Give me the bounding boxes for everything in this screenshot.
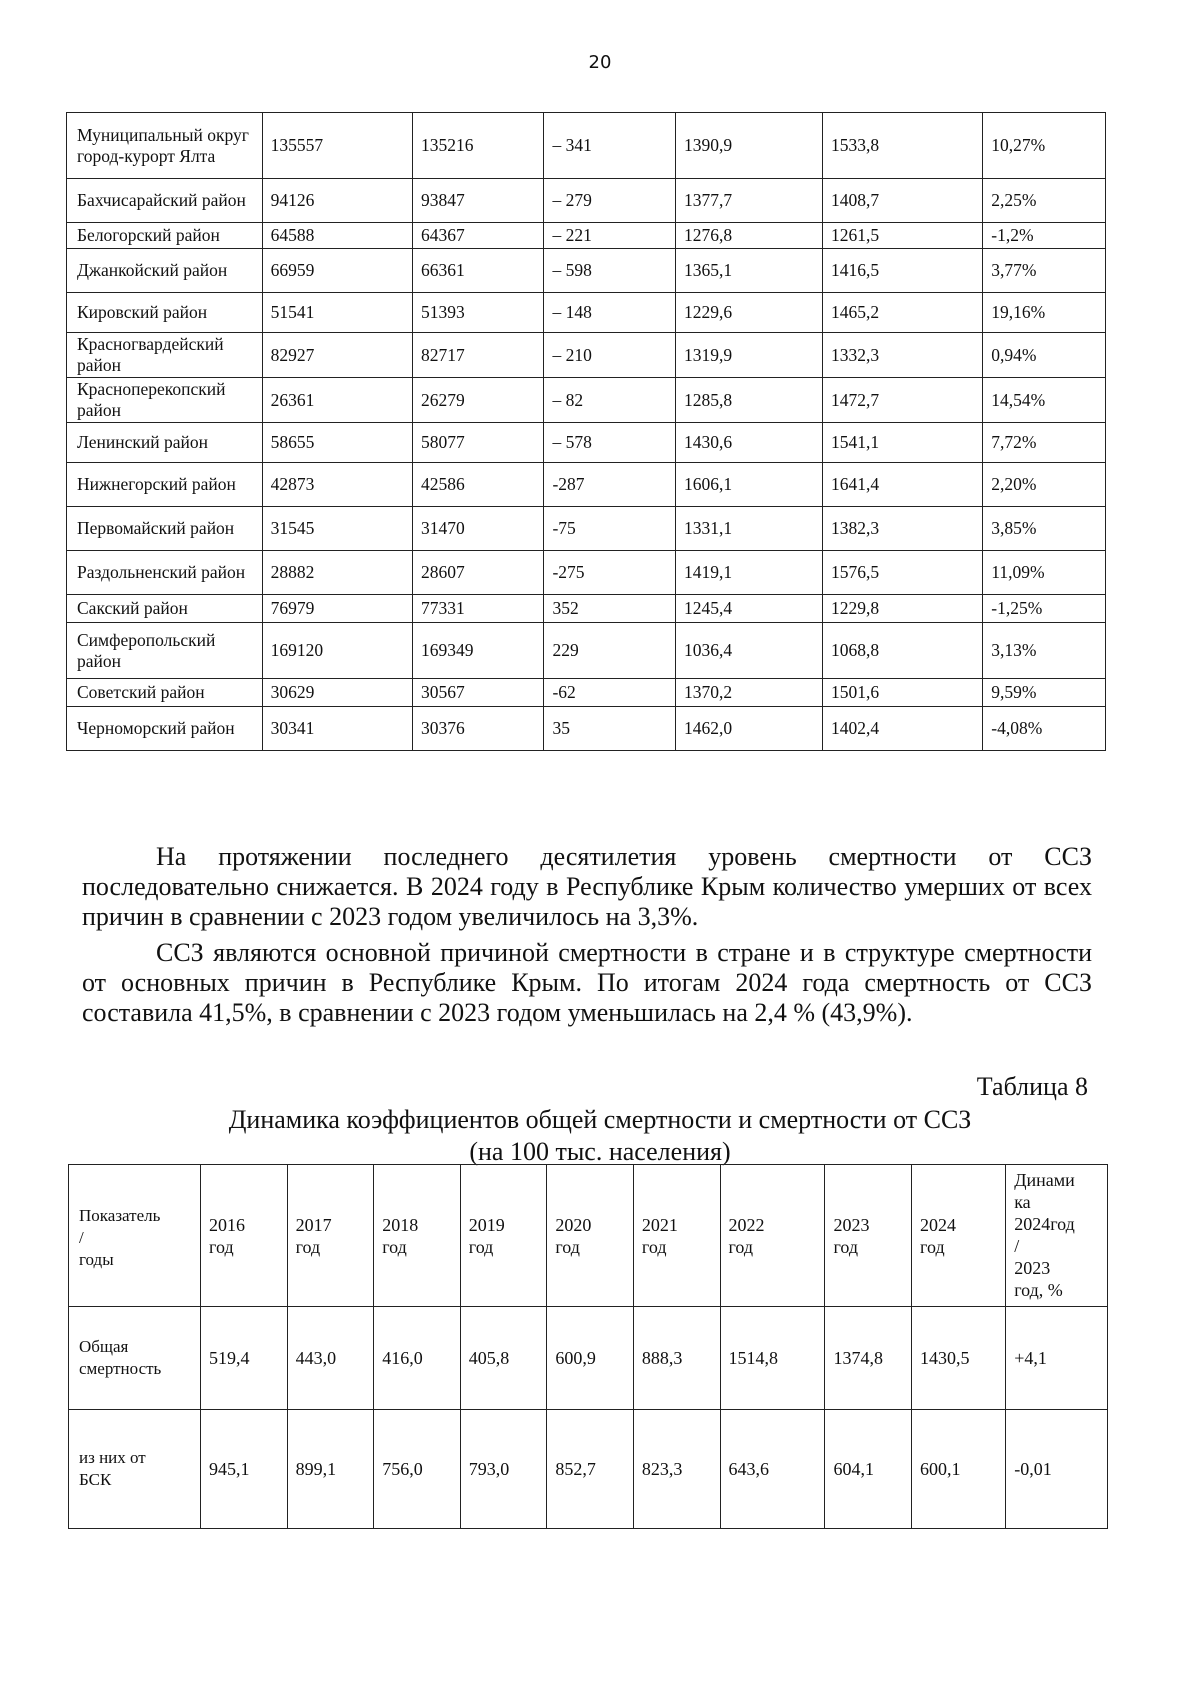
population-change-cell: -275 xyxy=(544,551,676,595)
population-2024-cell: 26279 xyxy=(412,378,544,423)
indicator-label-text: смертность xyxy=(79,1359,162,1378)
indicator-label xyxy=(69,1307,201,1410)
rate-change-cell: 14,54% xyxy=(983,378,1106,423)
year-header xyxy=(201,1165,288,1307)
year-value: 2021 xyxy=(641,1214,678,1235)
district-row xyxy=(67,507,1106,551)
indicator-label xyxy=(69,1410,201,1529)
year-value: 2020 xyxy=(555,1214,592,1235)
year-header xyxy=(547,1165,634,1307)
year-header xyxy=(825,1165,912,1307)
district-name-cell: Красноперекопский район xyxy=(67,378,263,423)
table-title-line-2: (на 100 тыс. населения) xyxy=(469,1137,731,1166)
value-cell: 899,1 xyxy=(287,1410,374,1529)
rate-2023-cell: 1276,8 xyxy=(676,223,823,249)
population-2024-cell: 66361 xyxy=(412,249,544,293)
population-2024-cell: 93847 xyxy=(412,179,544,223)
district-row xyxy=(67,551,1106,595)
value-cell: 1430,5 xyxy=(912,1307,1006,1410)
rate-2024-cell: 1501,6 xyxy=(823,679,983,707)
district-row xyxy=(67,595,1106,623)
year-unit: год xyxy=(833,1236,859,1257)
district-row xyxy=(67,423,1106,463)
district-name-cell: Бахчисарайский район xyxy=(67,179,263,223)
rate-change-cell: 9,59% xyxy=(983,679,1106,707)
population-2024-cell: 135216 xyxy=(412,113,544,179)
value-cell: 945,1 xyxy=(201,1410,288,1529)
year-unit: год xyxy=(382,1236,407,1257)
year-header xyxy=(912,1165,1006,1307)
rate-change-cell: -1,25% xyxy=(983,595,1106,623)
population-2023-cell: 28882 xyxy=(262,551,412,595)
district-name-cell: Белогорский район xyxy=(67,223,263,249)
value-cell: 1374,8 xyxy=(825,1307,912,1410)
district-name-cell: Советский район xyxy=(67,679,263,707)
year-header xyxy=(460,1165,547,1307)
value-cell: 888,3 xyxy=(633,1307,720,1410)
district-name-cell: Сакский район xyxy=(67,595,263,623)
year-value: 2019 xyxy=(468,1214,505,1235)
population-change-cell: -75 xyxy=(544,507,676,551)
paragraph-text: ССЗ являются основной причиной смертности в стране и в структуре смертности от основных причин в Республике Крым. По итогам 2024 года смертность от ССЗ составила 41,5%, в сравнении с 2023 годом уменьшилась на 2,4 % (43,9%). xyxy=(82,938,1092,1027)
population-change-cell: -287 xyxy=(544,463,676,507)
year-header xyxy=(633,1165,720,1307)
population-2024-cell: 169349 xyxy=(412,623,544,679)
indicator-label-text: из них от xyxy=(79,1448,146,1467)
population-2023-cell: 135557 xyxy=(262,113,412,179)
indicator-row xyxy=(69,1307,1108,1410)
dynamics-header-line: Динами xyxy=(1014,1170,1075,1190)
population-2024-cell: 51393 xyxy=(412,293,544,333)
value-cell: 604,1 xyxy=(825,1410,912,1529)
year-unit: год xyxy=(641,1236,667,1257)
dynamics-header-line: 2024год xyxy=(1014,1214,1075,1234)
district-name-cell: Раздольненский район xyxy=(67,551,263,595)
year-header xyxy=(374,1165,461,1307)
rate-2024-cell: 1541,1 xyxy=(823,423,983,463)
population-change-cell: – 341 xyxy=(544,113,676,179)
table-title-line-1: Динамика коэффициентов общей смертности и смертности от ССЗ xyxy=(228,1105,972,1134)
population-change-cell: – 148 xyxy=(544,293,676,333)
rate-change-cell: 3,77% xyxy=(983,249,1106,293)
mortality-table xyxy=(68,1164,1108,1529)
population-change-cell: – 210 xyxy=(544,333,676,378)
rate-2023-cell: 1377,7 xyxy=(676,179,823,223)
population-2023-cell: 42873 xyxy=(262,463,412,507)
rate-2024-cell: 1402,4 xyxy=(823,707,983,751)
table-title xyxy=(0,1104,1200,1168)
year-value: 2023 xyxy=(833,1214,870,1235)
population-change-cell: – 221 xyxy=(544,223,676,249)
rate-2024-cell: 1533,8 xyxy=(823,113,983,179)
year-value: 2024 xyxy=(920,1214,957,1235)
rate-change-cell: 0,94% xyxy=(983,333,1106,378)
population-2024-cell: 64367 xyxy=(412,223,544,249)
district-name-cell: Ленинский район xyxy=(67,423,263,463)
district-name-cell: Симферопольский район xyxy=(67,623,263,679)
population-change-cell: – 598 xyxy=(544,249,676,293)
population-2023-cell: 82927 xyxy=(262,333,412,378)
population-2023-cell: 58655 xyxy=(262,423,412,463)
population-2024-cell: 82717 xyxy=(412,333,544,378)
table-label: Таблица 8 xyxy=(976,1072,1088,1101)
header-text: годы xyxy=(79,1250,114,1269)
dynamics-header-line: 2023 xyxy=(1014,1258,1051,1278)
value-cell: 416,0 xyxy=(374,1307,461,1410)
rate-2023-cell: 1430,6 xyxy=(676,423,823,463)
rate-change-cell: 3,85% xyxy=(983,507,1106,551)
population-change-cell: – 578 xyxy=(544,423,676,463)
population-2024-cell: 42586 xyxy=(412,463,544,507)
rate-change-cell: -4,08% xyxy=(983,707,1106,751)
population-2024-cell: 77331 xyxy=(412,595,544,623)
rate-2023-cell: 1370,2 xyxy=(676,679,823,707)
year-header xyxy=(287,1165,374,1307)
district-row xyxy=(67,223,1106,249)
value-cell: 443,0 xyxy=(287,1307,374,1410)
mortality-table-body xyxy=(69,1307,1108,1529)
dynamics-header-line: ка xyxy=(1014,1192,1031,1212)
indicator-label-text: БСК xyxy=(79,1470,112,1489)
population-2024-cell: 31470 xyxy=(412,507,544,551)
population-2024-cell: 28607 xyxy=(412,551,544,595)
district-row xyxy=(67,679,1106,707)
year-unit: год xyxy=(468,1236,494,1257)
paragraph-1 xyxy=(82,842,1092,932)
rate-change-cell: 7,72% xyxy=(983,423,1106,463)
population-2024-cell: 30376 xyxy=(412,707,544,751)
year-value: 2016 xyxy=(209,1214,246,1235)
rate-2024-cell: 1261,5 xyxy=(823,223,983,249)
value-cell: 600,9 xyxy=(547,1307,634,1410)
paragraph-2 xyxy=(82,938,1092,1028)
indicator-label-text: Общая xyxy=(79,1337,129,1356)
indicator-header xyxy=(69,1165,201,1307)
year-header xyxy=(720,1165,825,1307)
rate-2023-cell: 1419,1 xyxy=(676,551,823,595)
year-unit: год xyxy=(555,1236,580,1257)
population-2023-cell: 51541 xyxy=(262,293,412,333)
dynamics-header xyxy=(1006,1165,1108,1307)
population-2024-cell: 58077 xyxy=(412,423,544,463)
rate-2023-cell: 1285,8 xyxy=(676,378,823,423)
value-cell: 756,0 xyxy=(374,1410,461,1529)
population-2023-cell: 64588 xyxy=(262,223,412,249)
population-2023-cell: 94126 xyxy=(262,179,412,223)
district-name-cell: Первомайский район xyxy=(67,507,263,551)
rate-2024-cell: 1576,5 xyxy=(823,551,983,595)
district-name-cell: Нижнегорский район xyxy=(67,463,263,507)
population-2023-cell: 30341 xyxy=(262,707,412,751)
districts-table xyxy=(66,112,1106,751)
population-change-cell: 352 xyxy=(544,595,676,623)
population-change-cell: 229 xyxy=(544,623,676,679)
rate-2023-cell: 1390,9 xyxy=(676,113,823,179)
rate-2023-cell: 1606,1 xyxy=(676,463,823,507)
population-2023-cell: 169120 xyxy=(262,623,412,679)
rate-2024-cell: 1068,8 xyxy=(823,623,983,679)
value-cell: 643,6 xyxy=(720,1410,825,1529)
rate-change-cell: 11,09% xyxy=(983,551,1106,595)
district-name-cell: Красногвардейский район xyxy=(67,333,263,378)
population-2024-cell: 30567 xyxy=(412,679,544,707)
rate-2023-cell: 1229,6 xyxy=(676,293,823,333)
district-row xyxy=(67,707,1106,751)
rate-2024-cell: 1416,5 xyxy=(823,249,983,293)
value-cell: 852,7 xyxy=(547,1410,634,1529)
dynamics-header-line: год, % xyxy=(1014,1280,1063,1300)
value-cell: 600,1 xyxy=(912,1410,1006,1529)
year-value: 2018 xyxy=(382,1214,419,1235)
rate-2024-cell: 1641,4 xyxy=(823,463,983,507)
district-row xyxy=(67,293,1106,333)
rate-2024-cell: 1229,8 xyxy=(823,595,983,623)
value-cell: 1514,8 xyxy=(720,1307,825,1410)
rate-2023-cell: 1462,0 xyxy=(676,707,823,751)
district-name-cell: Муниципальный округ город-курорт Ялта xyxy=(67,113,263,179)
rate-2023-cell: 1365,1 xyxy=(676,249,823,293)
district-row xyxy=(67,179,1106,223)
population-change-cell: – 279 xyxy=(544,179,676,223)
rate-2023-cell: 1036,4 xyxy=(676,623,823,679)
district-name-cell: Джанкойский район xyxy=(67,249,263,293)
year-unit: год xyxy=(920,1236,945,1257)
rate-2023-cell: 1319,9 xyxy=(676,333,823,378)
year-value: 2017 xyxy=(295,1214,332,1235)
rate-2024-cell: 1408,7 xyxy=(823,179,983,223)
page-number: 20 xyxy=(588,52,612,73)
rate-2024-cell: 1382,3 xyxy=(823,507,983,551)
rate-2023-cell: 1245,4 xyxy=(676,595,823,623)
rate-change-cell: 19,16% xyxy=(983,293,1106,333)
value-cell: 823,3 xyxy=(633,1410,720,1529)
population-2023-cell: 26361 xyxy=(262,378,412,423)
population-2023-cell: 66959 xyxy=(262,249,412,293)
year-unit: год xyxy=(728,1236,754,1257)
year-unit: год xyxy=(209,1236,234,1257)
population-2023-cell: 30629 xyxy=(262,679,412,707)
header-text: / xyxy=(79,1228,84,1247)
population-2023-cell: 76979 xyxy=(262,595,412,623)
value-cell: 793,0 xyxy=(460,1410,547,1529)
dynamics-header-line: / xyxy=(1014,1236,1020,1256)
district-row xyxy=(67,333,1106,378)
rate-2024-cell: 1332,3 xyxy=(823,333,983,378)
rate-change-cell: 2,20% xyxy=(983,463,1106,507)
rate-2024-cell: 1472,7 xyxy=(823,378,983,423)
district-row xyxy=(67,463,1106,507)
rate-change-cell: 2,25% xyxy=(983,179,1106,223)
paragraph-text: На протяжении последнего десятилетия уровень смертности от ССЗ последовательно снижается. В 2024 году в Республике Крым количество умерших от всех причин в сравнении с 2023 годом увеличилось на 3,3%. xyxy=(82,842,1092,931)
table-header-row xyxy=(69,1165,1108,1307)
district-row xyxy=(67,378,1106,423)
district-row xyxy=(67,249,1106,293)
population-2023-cell: 31545 xyxy=(262,507,412,551)
rate-change-cell: 10,27% xyxy=(983,113,1106,179)
district-row xyxy=(67,623,1106,679)
dynamics-cell: +4,1 xyxy=(1006,1307,1108,1410)
year-unit: год xyxy=(295,1236,321,1257)
indicator-row xyxy=(69,1410,1108,1529)
districts-table-body xyxy=(67,113,1106,751)
value-cell: 519,4 xyxy=(201,1307,288,1410)
district-name-cell: Черноморский район xyxy=(67,707,263,751)
rate-2023-cell: 1331,1 xyxy=(676,507,823,551)
population-change-cell: 35 xyxy=(544,707,676,751)
rate-2024-cell: 1465,2 xyxy=(823,293,983,333)
rate-change-cell: 3,13% xyxy=(983,623,1106,679)
district-name-cell: Кировский район xyxy=(67,293,263,333)
population-change-cell: – 82 xyxy=(544,378,676,423)
year-value: 2022 xyxy=(728,1214,765,1235)
value-cell: 405,8 xyxy=(460,1307,547,1410)
dynamics-cell: -0,01 xyxy=(1006,1410,1108,1529)
district-row xyxy=(67,113,1106,179)
rate-change-cell: -1,2% xyxy=(983,223,1106,249)
population-change-cell: -62 xyxy=(544,679,676,707)
header-text: Показатель xyxy=(79,1206,161,1225)
